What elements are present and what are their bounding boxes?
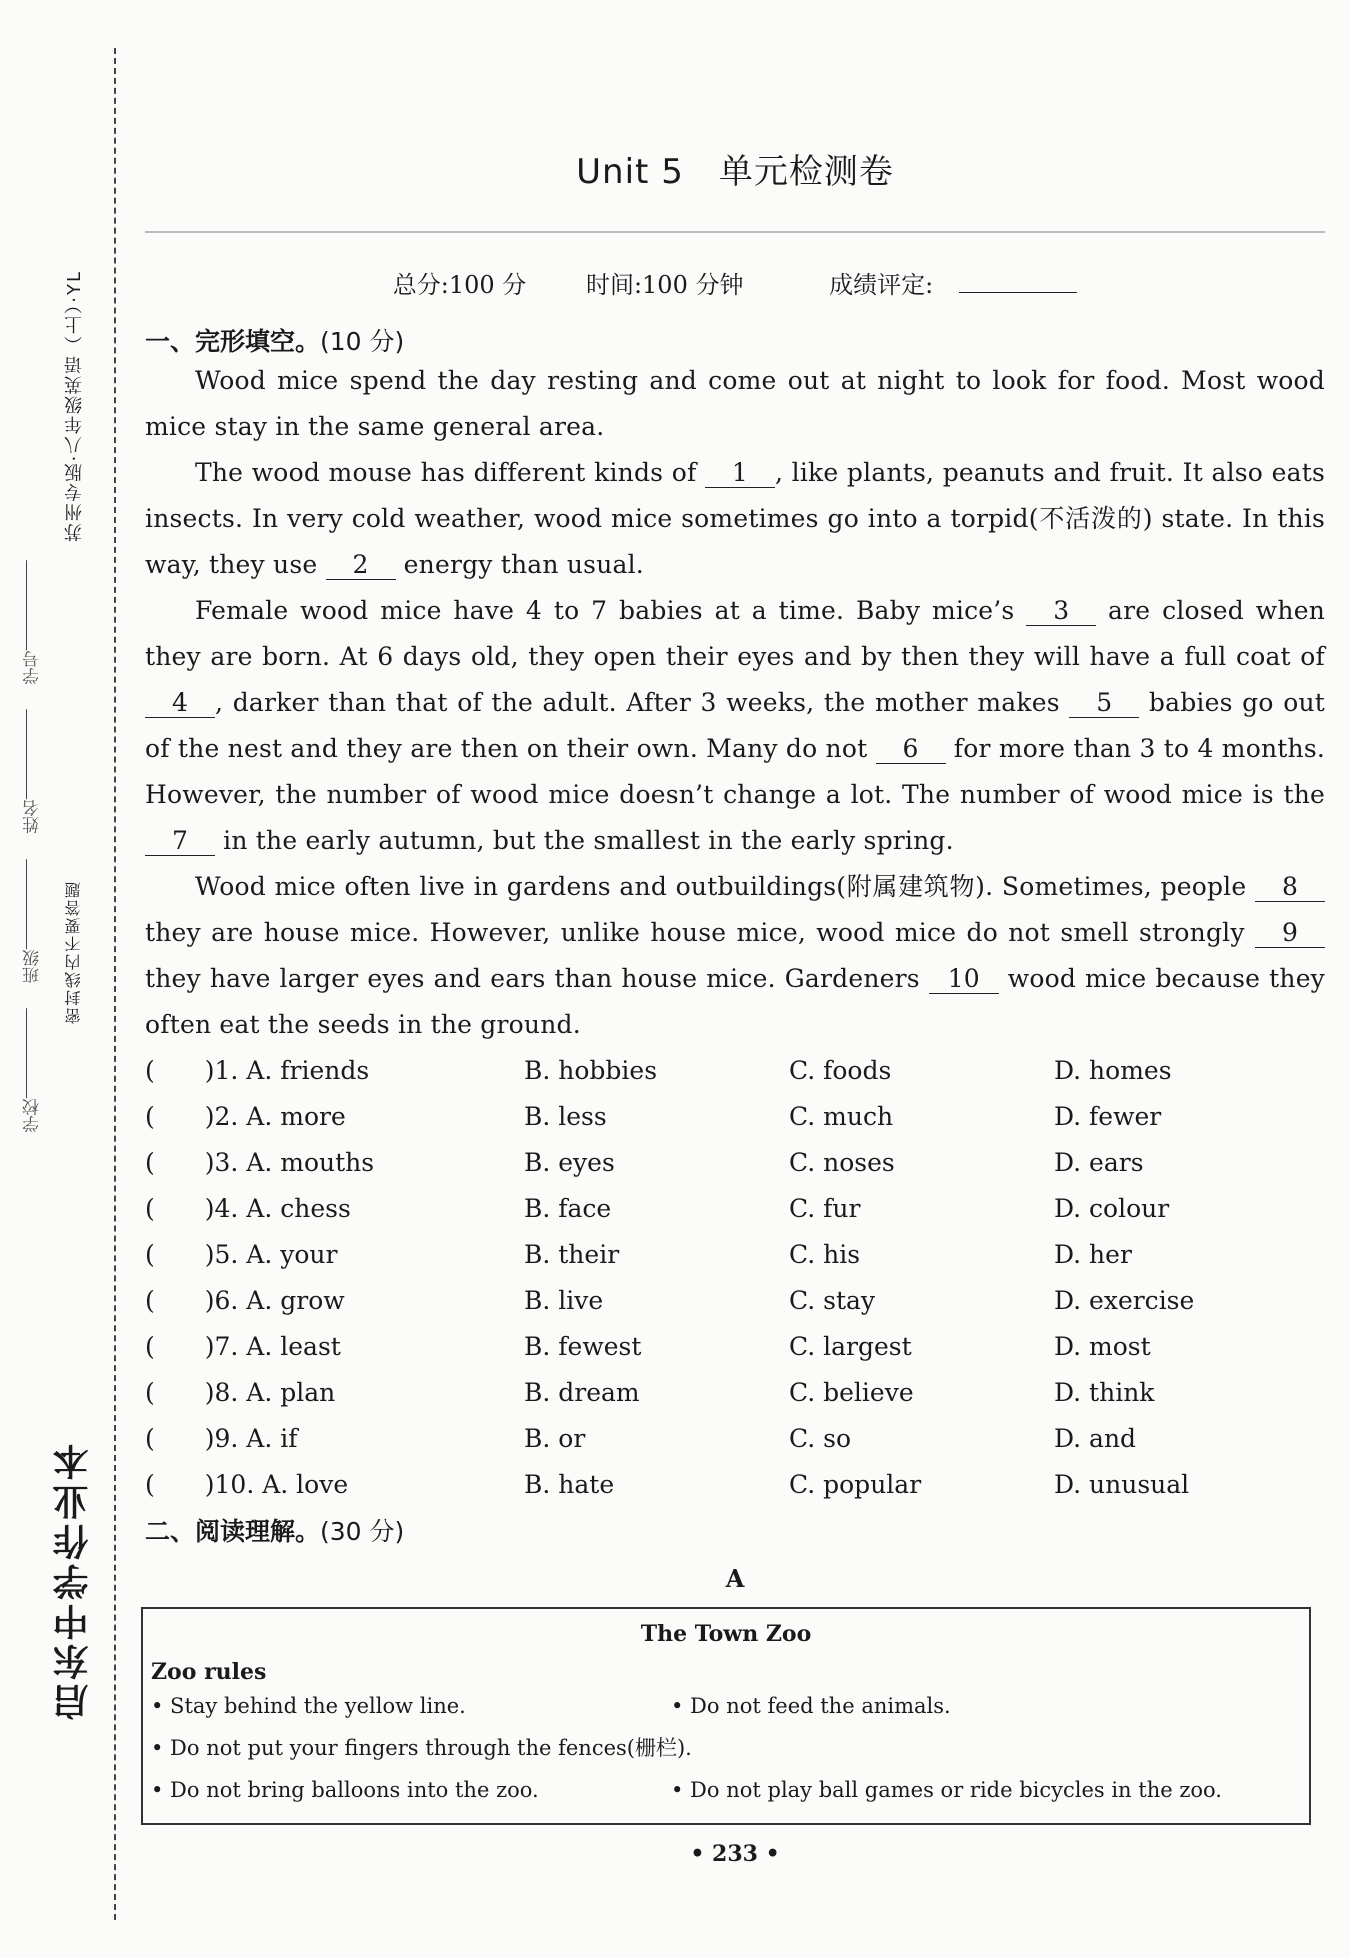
question-row: ( )3. A. mouths B. eyes C. noses D. ears	[145, 1148, 1144, 1177]
seal-dashed-line	[114, 48, 116, 1920]
part-label: A	[725, 1564, 745, 1593]
section2-heading: 二、阅读理解。(30 分)	[145, 1517, 405, 1546]
seal-notice: 密封线内不要答题	[64, 880, 83, 1024]
page-number: • 233 •	[690, 1841, 780, 1867]
passage-paragraph: Female wood mice have 4 to 7 babies at a time. Baby mice’s 3 are closed when they are born. At 6 days old, they open their eyes and by then they will have a full coat of 4 , darker than that of the adult. After 3 weeks, the mother makes 5 babies go out of the nest and they are then on their own. Many do not 6 for more than 3 to 4 months. However, the number of wood mice doesn’t change a lot. The number of wood mice is the 7 in the early autumn, but the smallest in the early spring.	[145, 596, 1325, 855]
blank: 7	[145, 827, 215, 856]
field-class: 班级	[20, 859, 45, 983]
total-score: 总分:100 分	[392, 271, 527, 299]
rule-row: • Stay behind the yellow line. • Do not feed the animals.	[151, 1694, 951, 1718]
blank: 3	[1026, 597, 1096, 626]
question-row: ( )5. A. your B. their C. his D. her	[145, 1240, 1132, 1269]
field-number: 学号	[20, 560, 45, 684]
zoo-rules-box	[141, 1607, 1311, 1825]
blank: 6	[876, 735, 946, 764]
box-subtitle: Zoo rules	[151, 1659, 267, 1685]
series-label: 苏州专版·八年级英语（上）·YL	[64, 270, 85, 542]
passage-paragraph: Wood mice spend the day resting and come out at night to look for food. Most wood mice stay in the same general area.	[145, 366, 1325, 441]
exam-meta	[145, 265, 1325, 300]
blank: 1	[705, 459, 775, 488]
blank: 9	[1255, 919, 1325, 948]
rule-row: • Do not bring balloons into the zoo. • Do not play ball games or ride bicycles in the zoo.	[151, 1778, 1222, 1802]
field-name: 姓名	[20, 709, 45, 833]
passage-paragraph: Wood mice often live in gardens and outbuildings(附属建筑物). Sometimes, people 8 they are house mice. However, unlike house mice, wood mice do not smell strongly 9 they have larger eyes and ears than house mice. Gardeners 10 wood mice because they often eat the seeds in the ground.	[145, 872, 1326, 1039]
blank: 2	[326, 551, 396, 580]
question-row: ( )6. A. grow B. live C. stay D. exercise	[145, 1286, 1195, 1315]
title-divider	[145, 231, 1325, 233]
page-title: Unit 5 单元检测卷	[576, 152, 894, 192]
question-row: ( )10. A. love B. hate C. popular D. unusual	[145, 1470, 1190, 1499]
student-info-fields	[20, 560, 45, 1152]
question-row: ( )9. A. if B. or C. so D. and	[145, 1424, 1137, 1453]
page-content	[145, 0, 1325, 1867]
blank: 4	[145, 689, 215, 718]
question-row: ( )8. A. plan B. dream C. believe D. think	[145, 1378, 1155, 1407]
blank: 8	[1255, 873, 1325, 902]
rule-row: • Do not put your fingers through the fences(栅栏).	[151, 1736, 692, 1760]
time-limit: 时间:100 分钟	[585, 271, 744, 299]
blank: 5	[1069, 689, 1139, 718]
question-row: ( )7. A. least B. fewest C. largest D. most	[145, 1332, 1151, 1361]
box-title: The Town Zoo	[640, 1621, 812, 1647]
book-name: 启东中学作业本	[53, 1440, 94, 1720]
question-row: ( )2. A. more B. less C. much D. fewer	[145, 1102, 1162, 1131]
field-school: 学校	[20, 1008, 45, 1132]
binding-margin	[0, 0, 125, 1958]
question-row: ( )1. A. friends B. hobbies C. foods D. homes	[145, 1056, 1172, 1085]
question-list	[145, 1048, 1325, 1508]
blank: 10	[929, 965, 999, 994]
passage-paragraph: The wood mouse has different kinds of 1 , like plants, peanuts and fruit. It also eats insects. In very cold weather, wood mice sometimes go into a torpid(不活泼的) state. In this way, they use 2 energy than usual.	[145, 458, 1325, 579]
section1-heading: 一、完形填空。(10 分)	[145, 327, 405, 356]
grade-field: 成绩评定:	[803, 271, 1077, 299]
question-row: ( )4. A. chess B. face C. fur D. colour	[145, 1194, 1170, 1223]
